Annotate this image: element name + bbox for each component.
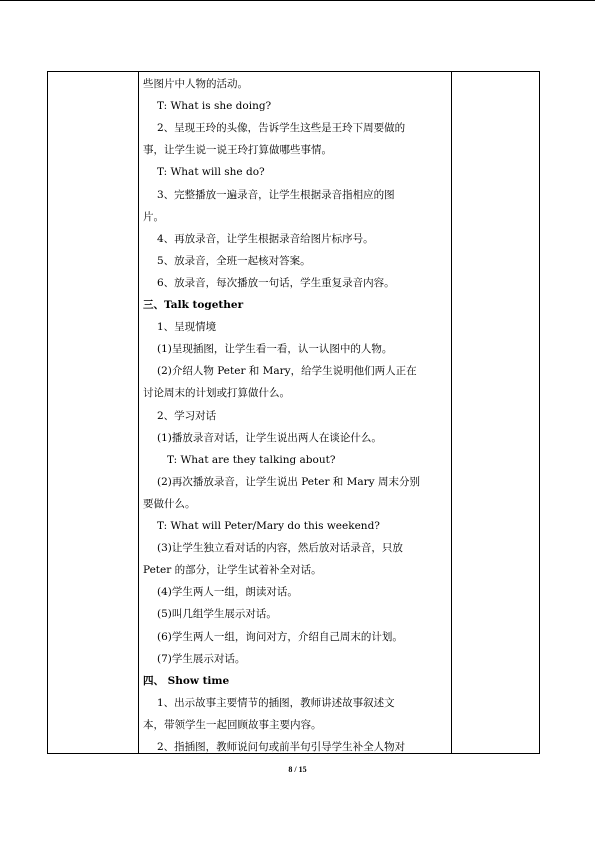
- text-line: Peter 的部分，让学生试着补全对话。: [143, 564, 322, 577]
- text-line: T: What is she doing?: [157, 100, 272, 113]
- text-line: (5)叫几组学生展示对话。: [157, 608, 277, 621]
- text-line: (1)播放录音对话，让学生说出两人在谈论什么。: [157, 431, 382, 444]
- text-line: 1、呈现情境: [157, 321, 217, 334]
- page-number: 8 / 15: [288, 765, 307, 774]
- text-line: 事，让学生说一说王玲打算做哪些事情。: [143, 144, 332, 157]
- lesson-procedure-cell: [143, 71, 445, 754]
- section-heading: 四、 Show time: [143, 674, 230, 687]
- text-line: 片。: [143, 210, 164, 223]
- text-line: (7)学生展示对话。: [157, 652, 246, 665]
- text-line: 本，带领学生一起回顾故事主要内容。: [143, 718, 322, 731]
- text-line: (3)让学生独立看对话的内容，然后放对话录音，只放: [157, 542, 403, 555]
- table-column-divider-left: [138, 72, 139, 753]
- text-line: 5、放录音，全班一起核对答案。: [157, 254, 311, 267]
- text-line: 讨论周末的计划或打算做什么。: [143, 387, 290, 400]
- text-line: (4)学生两人一组，朗读对话。: [157, 586, 298, 599]
- text-line: 2、学习对话: [157, 409, 217, 422]
- text-line: T: What will Peter/Mary do this weekend?: [157, 520, 380, 532]
- section-heading: 三、Talk together: [143, 299, 244, 311]
- text-line: T: What are they talking about?: [167, 453, 336, 466]
- text-line: 要做什么。: [143, 497, 196, 510]
- page-top-rule: [0, 0, 595, 1]
- text-line: 些图片中人物的活动。: [143, 78, 248, 90]
- text-line: 6、放录音，每次播放一句话，学生重复录音内容。: [157, 276, 395, 289]
- text-line: (2)再次播放录音，让学生说出 Peter 和 Mary 周末分别: [157, 475, 420, 488]
- text-line: 3、完整播放一遍录音，让学生根据录音指相应的图: [157, 188, 395, 201]
- text-line: 2、指插图，教师说问句或前半句引导学生补全人物对: [157, 741, 406, 753]
- text-line: 1、出示故事主要情节的插图，教师讲述故事叙述文: [157, 696, 395, 709]
- text-line: 2、呈现王玲的头像，告诉学生这些是王玲下周要做的: [157, 122, 406, 135]
- text-line: (6)学生两人一组，询问对方，介绍自己周末的计划。: [157, 630, 403, 643]
- table-column-divider-right: [451, 72, 452, 753]
- text-line: (1)呈现插图，让学生看一看，认一认图中的人物。: [157, 343, 393, 356]
- text-line: (2)介绍人物 Peter 和 Mary，给学生说明他们两人正在: [157, 365, 417, 378]
- text-line: T: What will she do?: [157, 166, 265, 179]
- text-line: 4、再放录音，让学生根据录音给图片标序号。: [157, 232, 374, 245]
